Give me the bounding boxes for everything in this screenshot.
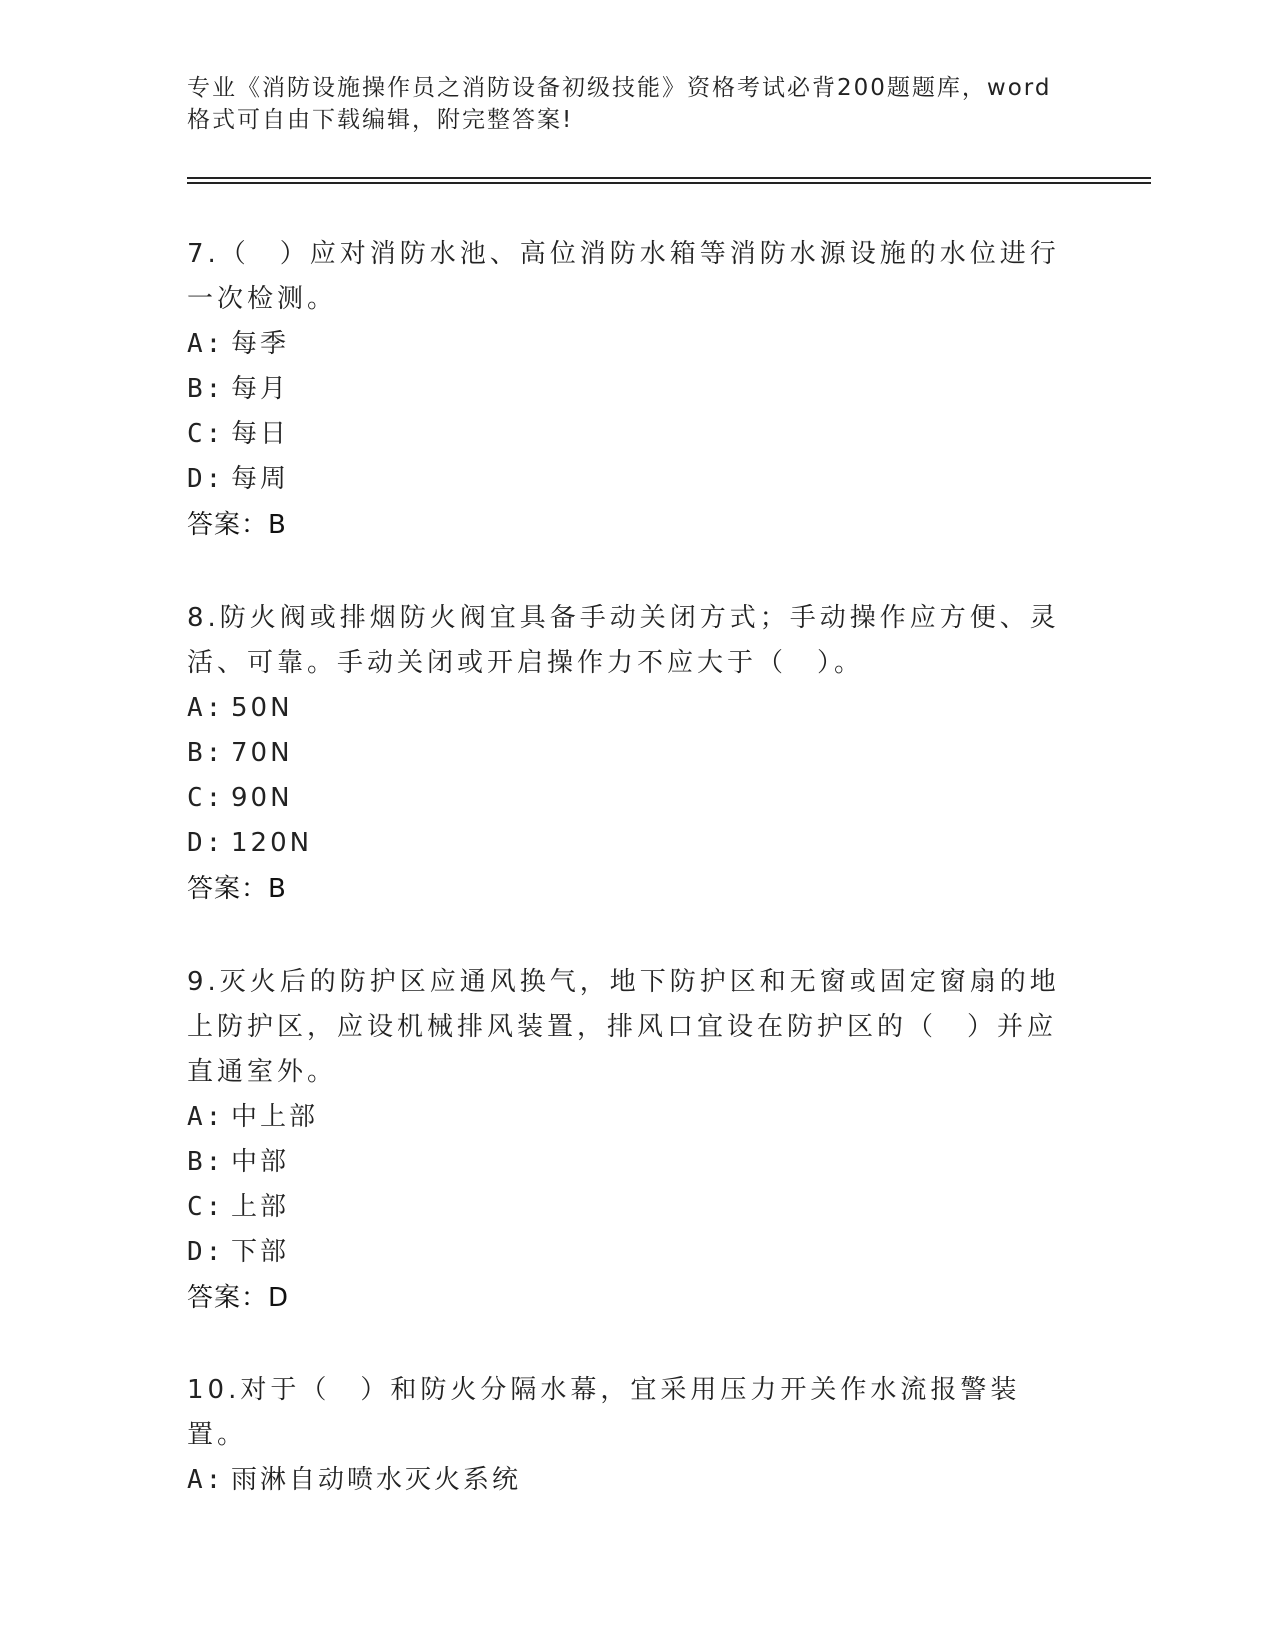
question-stem: 9.灭火后的防护区应通风换气，地下防护区和无窗或固定窗扇的地上防护区，应设机械排风装置，排风口宜设在防护区的（ ）并应直通室外。 (187, 967, 1060, 1087)
question-stem: 8.防火阀或排烟防火阀宜具备手动关闭方式；手动操作应方便、灵活、可靠。手动关闭或开启操作力不应大于（ ）。 (187, 603, 1060, 678)
question-8 (187, 596, 1067, 912)
answer-line: 答案：B (187, 874, 287, 904)
option-c (187, 412, 1067, 457)
question-10 (187, 1368, 1067, 1503)
answer-line: 答案：D (187, 1283, 290, 1313)
option-text: 中上部 (231, 1102, 319, 1132)
option-a (187, 1458, 1067, 1503)
option-text: 每月 (231, 374, 290, 404)
option-letter: D: (187, 828, 225, 858)
answer-line: 答案：B (187, 510, 287, 540)
option-letter: A: (187, 1465, 225, 1495)
question-7 (187, 232, 1067, 548)
option-letter: C: (187, 419, 225, 449)
header-divider-bottom (187, 182, 1151, 184)
option-text: 上部 (231, 1192, 290, 1222)
option-text: 120N (231, 828, 313, 858)
option-b (187, 367, 1067, 412)
question-stem: 7.（ ）应对消防水池、高位消防水箱等消防水源设施的水位进行一次检测。 (187, 239, 1060, 314)
option-letter: B: (187, 738, 225, 768)
option-text: 90N (231, 783, 293, 813)
option-d (187, 821, 1067, 866)
option-letter: C: (187, 1192, 225, 1222)
option-text: 下部 (231, 1237, 290, 1267)
option-a (187, 1095, 1067, 1140)
option-text: 50N (231, 693, 293, 723)
option-text: 雨淋自动喷水灭火系统 (231, 1465, 522, 1495)
option-b (187, 1140, 1067, 1185)
option-letter: C: (187, 783, 225, 813)
option-c (187, 776, 1067, 821)
option-text: 中部 (231, 1147, 290, 1177)
question-9 (187, 960, 1067, 1321)
option-b (187, 731, 1067, 776)
option-text: 每日 (231, 419, 290, 449)
option-letter: B: (187, 1147, 225, 1177)
header-divider-top (187, 177, 1151, 179)
option-letter: A: (187, 693, 225, 723)
option-letter: B: (187, 374, 225, 404)
option-a (187, 322, 1067, 367)
option-d (187, 457, 1067, 502)
option-letter: A: (187, 1102, 225, 1132)
option-letter: A: (187, 329, 225, 359)
option-text: 每周 (231, 464, 290, 494)
question-stem: 10.对于（ ）和防火分隔水幕，宜采用压力开关作水流报警装置。 (187, 1375, 1021, 1450)
option-text: 70N (231, 738, 293, 768)
option-letter: D: (187, 1237, 225, 1267)
option-d (187, 1230, 1067, 1275)
option-letter: D: (187, 464, 225, 494)
option-a (187, 686, 1067, 731)
option-c (187, 1185, 1067, 1230)
option-text: 每季 (231, 329, 290, 359)
document-header: 专业《消防设施操作员之消防设备初级技能》资格考试必背200题题库，word格式可自由下载编辑，附完整答案! (187, 75, 1052, 133)
